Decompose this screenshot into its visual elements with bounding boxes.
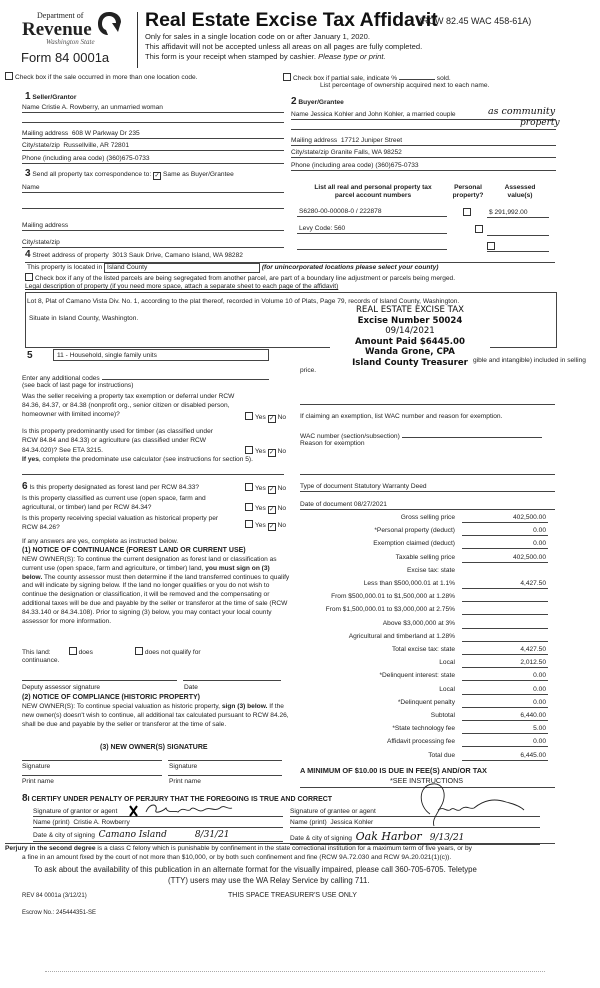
tax-row-value[interactable]: 0.00 <box>462 686 548 695</box>
doc-date-label: Date of document <box>300 501 353 508</box>
personal-header-2: property? <box>452 192 484 200</box>
owner-signature-line[interactable] <box>168 760 282 761</box>
minimum-due-note: A MINIMUM OF $10.00 IS DUE IN FEE(S) AND/OR TAX <box>300 766 487 775</box>
assessed-value[interactable]: $ 291,992.00 <box>487 209 549 218</box>
tax-row-label: Agricultural and timberland at 1.28% <box>348 632 455 640</box>
grantor-signature-icon[interactable] <box>128 798 238 820</box>
tax-row-value[interactable]: 0.00 <box>462 699 548 708</box>
corr-city-row <box>22 239 284 248</box>
same-as-buyer-label: Same as Buyer/Grantee <box>163 171 234 178</box>
no-label: No <box>277 522 287 529</box>
partial-sale-checkbox[interactable] <box>283 73 291 81</box>
yes-label: Yes <box>255 522 266 529</box>
grantor-city-field[interactable]: Camano Island <box>98 830 167 840</box>
forest-question <box>22 481 199 494</box>
notice1-text-b: The county assessor must then determine if the land transferred continues to qualify and will indicate by signing below. If the land no longer qualifies or you do not wish to continue the designation or classification, it will be removed and the compensating or additional taxes will be due and payable by the seller or transferor at the time of sale (RCW 84.33.140 or 84.34.108). Prior to signing (3) below, you may contact your local county assessor for more information. <box>22 573 290 625</box>
personal-property-text: gible and intangible) included in selling <box>473 357 586 364</box>
tax-row-label: Gross selling price <box>400 514 455 521</box>
section-number: 2 <box>291 96 297 107</box>
ownership-note: List percentage of ownership acquired next to each name. <box>320 82 490 89</box>
current-use-question: Is this property classified as current use (open space, farm and agricultural, or timber) land per RCW 84.34? <box>22 495 206 511</box>
street-label: Street address of property <box>32 252 109 259</box>
treasurer-area-line <box>45 971 545 972</box>
section-number: 4 <box>25 249 31 260</box>
forest-yes-no <box>245 483 286 494</box>
yes-checkbox[interactable] <box>245 483 253 491</box>
no-checkbox[interactable]: ✓ <box>269 450 275 456</box>
assessed-header-1: Assessed <box>504 184 536 191</box>
section-number: 6 <box>22 481 28 492</box>
seller-title: Seller/Grantor <box>32 94 77 101</box>
buyer-heading <box>291 96 344 109</box>
section-number: 8 <box>22 793 28 804</box>
owner-print-line[interactable] <box>168 775 282 776</box>
parcel-row <box>297 225 447 234</box>
seller-mail-field[interactable]: 608 W Parkway Dr 235 <box>71 130 140 137</box>
parcel-header-1: List all real and personal property tax <box>314 184 432 191</box>
segregated-row <box>25 273 455 283</box>
legal-label: Legal description of property (if you need more space, attach a separate sheet to each page of the affidavit) <box>25 283 339 290</box>
yes-label: Yes <box>255 448 266 455</box>
accessibility-line-2: (TTY) users may use the WA Relay Service by calling 711. <box>168 876 370 885</box>
tax-row-label: Total due <box>428 751 455 759</box>
perjury-line-2: a fine in an amount fixed by the court of not more than $10,000, or by both such confinement and fine (RCW 9A.72.030 and RCW 9A.20.021(1)(c)). <box>22 854 452 861</box>
buyer-title: Buyer/Grantee <box>298 99 344 106</box>
does-checkbox[interactable] <box>69 647 77 655</box>
county-select[interactable]: Island County <box>104 263 260 273</box>
tax-row-label: *Delinquent interest: state <box>379 672 455 680</box>
personal-header-1: Personal <box>454 184 482 191</box>
does-not-checkbox[interactable] <box>135 647 143 655</box>
grantor-date-label: Date & city of signing <box>33 832 95 839</box>
buyer-mail-label: Mailing address <box>291 137 338 144</box>
stamp-line: 09/14/2021 <box>385 326 435 337</box>
seller-name-row <box>22 104 284 113</box>
perjury-bold: Perjury in the second degree <box>5 845 96 852</box>
notice2-text-a: NEW OWNER(S): To continue special valuation as historic property, <box>22 703 221 710</box>
revenue-wordmark: Revenue <box>22 19 92 40</box>
corr-mail-row <box>22 222 284 231</box>
grantor-name-row <box>33 819 283 828</box>
subtitle-3-text: This form is your receipt when stamped by cashier. <box>145 52 316 61</box>
deputy-signature-line[interactable] <box>22 680 177 681</box>
continuance-label: continuance. <box>22 657 60 664</box>
seller-phone-row <box>22 155 284 164</box>
yes-checkbox[interactable] <box>245 446 253 454</box>
grantor-date-field[interactable]: 8/31/21 <box>194 830 230 840</box>
seller-name-field[interactable]: Cristie A. Rowberry, an unmarried woman <box>41 104 163 111</box>
street-row <box>25 249 555 263</box>
tax-row-label: Local <box>439 659 455 667</box>
seller-phone-field[interactable]: (360)675-0733 <box>106 155 150 162</box>
does-not-label: does not qualify for <box>144 649 201 656</box>
no-checkbox[interactable]: ✓ <box>269 524 275 530</box>
historical-yes-no <box>245 520 286 531</box>
exemption-yes-no <box>245 412 286 423</box>
tax-row-value[interactable] <box>462 620 548 629</box>
section5-divider <box>22 474 284 475</box>
historical-question: Is this property receiving special valuation as historical property per RCW 84.26? <box>22 515 219 531</box>
dor-logo-icon <box>96 10 122 37</box>
certify-text: I CERTIFY UNDER PENALTY OF PERJURY THAT THE FOREGOING IS TRUE AND CORRECT <box>27 796 333 803</box>
buyer-mail-field[interactable]: 17712 Juniper Street <box>340 137 403 144</box>
legal-line-1: Lot 8, Plat of Camano Vista Div. No. 1, according to the plat thereof, recorded in Volume 10 of Plats, Page 79, records of Island County, Washington. <box>27 298 460 305</box>
parcel-row <box>297 208 447 217</box>
exemption-claim-text: If claiming an exemption, list WAC number and reason for exemption. <box>300 413 503 420</box>
accessibility-line-1: To ask about the availability of this publication in an alternate format for the visually impaired, please call 360-705-6705. Teletype <box>34 865 477 874</box>
tax-row-label: Less than $500,000.01 at 1.1% <box>363 580 455 587</box>
buyer-city-field[interactable]: Granite Falls, WA 98252 <box>330 149 402 156</box>
state-label: Washington State <box>46 38 95 46</box>
parcel-header <box>298 184 448 200</box>
seller-city-row <box>22 142 284 151</box>
correspondence-row <box>25 168 234 181</box>
grantor-name-label: Name (print) <box>33 819 70 826</box>
grantor-sig-label: Signature of grantor or agent <box>33 808 118 815</box>
partial-percent-field[interactable] <box>399 72 435 80</box>
grantee-city-field[interactable]: Oak Harbor <box>355 830 422 843</box>
this-land-label: This land: <box>22 649 51 656</box>
notice-compliance-text <box>22 703 290 729</box>
new-owner-signature-title: (3) NEW OWNER(S) SIGNATURE <box>100 744 208 751</box>
print-name-label: Print name <box>22 778 54 785</box>
timber-question: Is this property predominantly used for timber (as classified under RCW 84.84 and 84.33) or agriculture (as classified under RCW 84.34.020)? See ETA 3215. <box>22 428 213 454</box>
see-instructions: *SEE INSTRUCTIONS <box>390 776 464 785</box>
tax-row-value[interactable]: 5.00 <box>462 725 548 734</box>
correspondence-label: Send all property tax correspondence to: <box>32 171 152 178</box>
tax-row-label: Above $3,000,000 at 3% <box>382 619 455 627</box>
no-checkbox[interactable]: ✓ <box>269 487 275 493</box>
tax-row-value[interactable]: 0.00 <box>462 527 548 536</box>
tax-row-value[interactable]: 0.00 <box>462 540 548 549</box>
yes-label: Yes <box>255 505 266 512</box>
no-checkbox[interactable]: ✓ <box>269 507 275 513</box>
buyer-name-handwritten-2: property <box>520 118 560 128</box>
buyer-name-field[interactable]: Jessica Kohler and John Kohler, a married couple <box>310 111 456 118</box>
buyer-city-label: City/state/zip <box>291 149 329 156</box>
notice-continuance-title: (1) NOTICE OF CONTINUANCE (FOREST LAND OR CURRENT USE) <box>22 547 246 554</box>
deputy-date-label: Date <box>184 684 198 691</box>
grantee-name-row <box>290 819 540 828</box>
corr-mail-label[interactable]: Mailing address <box>22 222 69 229</box>
subtitle-2: This affidavit will not be accepted unless all areas on all pages are fully completed. <box>145 42 423 51</box>
seller-mail-label: Mailing address <box>22 130 69 137</box>
if-any-yes: If any answers are yes, complete as instructed below. <box>22 538 179 545</box>
yes-label: Yes <box>255 485 266 492</box>
multi-location-label: Check box if the sale occurred in more than one location code. <box>15 74 198 81</box>
buyer-phone-row <box>291 162 556 171</box>
tax-row-value[interactable]: 6,445.00 <box>462 752 548 761</box>
grantee-name-field[interactable]: Jessica Kohler <box>330 819 374 826</box>
forest-question-text: Is this property designated as forest land per RCW 84.33? <box>29 484 200 491</box>
tax-row-label: *State technology fee <box>392 725 455 733</box>
form-number: Form 84 0001a <box>21 50 110 65</box>
segregated-checkbox[interactable] <box>25 273 33 281</box>
tax-row-value[interactable]: 0.00 <box>462 738 548 747</box>
tax-row-value[interactable]: 2,012.50 <box>462 659 548 668</box>
does-label: does <box>78 649 93 656</box>
no-label: No <box>277 485 287 492</box>
tax-row-label: Taxable selling price <box>395 553 455 561</box>
doc-date-row <box>300 501 555 510</box>
owner-print-line[interactable] <box>22 775 162 776</box>
notice2-text-b: If the new owner(s) doesn't wish to continue, all additional tax calculated pursuant to RCW 84.26, shall be due and payable by the seller or transferor at the time of sale. <box>22 703 289 728</box>
county-row <box>27 263 438 273</box>
additional-codes-note: (see back of last page for instructions) <box>22 382 134 389</box>
notice-continuance-text <box>22 556 290 626</box>
doc-type-label: Type of document <box>300 483 353 490</box>
signature-label: Signature <box>22 763 51 770</box>
print-name-label: Print name <box>169 778 201 785</box>
escrow-number: Escrow No.: 245444351-SE <box>22 910 97 916</box>
seller-city-field[interactable]: Russellville, AR 72801 <box>63 142 130 149</box>
additional-codes-field[interactable] <box>102 372 269 380</box>
tax-row-label: Exemption claimed (deduct) <box>373 540 455 548</box>
form-title: Real Estate Excise Tax Affidavit <box>145 9 438 31</box>
buyer-city-row <box>291 149 556 158</box>
seller-mail-row <box>22 130 284 139</box>
partial-sold-label: sold. <box>436 75 451 82</box>
segregated-label: Check box if any of the listed parcels are being segregated from another parcel, are part of a boundary line adjustment or parcels being merged. <box>35 275 456 282</box>
grantor-date-row <box>33 830 283 842</box>
this-land-row <box>22 647 201 657</box>
personal-property-line <box>300 404 555 405</box>
tax-row-label: Local <box>439 685 455 693</box>
current-use-yes-no <box>245 503 286 514</box>
county-note: (for unincorporated locations please select your county) <box>261 264 439 271</box>
if-yes-text: , complete the predominate use calculator (see instructions for section 5). <box>38 456 253 463</box>
assessed-header-2: value(s) <box>507 192 533 200</box>
exemption-question: Was the seller receiving a property tax exemption or deferral under RCW 84.36, 84.37, or 84.38 (nonprofit org., senior citizen or disabled person, homeowner with limited income)? <box>22 393 235 418</box>
stamp-line: Island County Treasurer <box>352 357 468 368</box>
tax-row-value[interactable] <box>462 606 548 615</box>
additional-codes-label: Enter any additional codes <box>22 375 100 382</box>
stamp-line: Excise Number 50024 <box>357 315 463 326</box>
if-yes-note <box>22 456 268 465</box>
tax-row-label: *Personal property (deduct) <box>374 527 455 535</box>
buyer-mail-row <box>291 137 556 146</box>
street-field[interactable]: 3013 Sauk Drive, Camano Island, WA 98282 <box>112 252 243 259</box>
subtitle-3 <box>145 52 386 61</box>
yes-checkbox[interactable] <box>245 412 253 420</box>
tax-row-value[interactable] <box>462 633 548 642</box>
deputy-date-line[interactable] <box>183 680 281 681</box>
no-label: No <box>277 414 287 421</box>
tax-row-value[interactable]: 402,500.00 <box>462 514 548 523</box>
owner-signature-line[interactable] <box>22 760 162 761</box>
yes-label: Yes <box>255 414 266 421</box>
tax-row-value[interactable]: 6,440.00 <box>462 712 548 721</box>
subtitle-3-italic: Please type or print. <box>318 52 386 61</box>
tax-row-label: *Delinquent penalty <box>397 698 455 706</box>
tax-row-value[interactable]: 4,427.50 <box>462 646 548 655</box>
section-number: 3 <box>25 168 31 179</box>
tax-row-label: From $500,000.01 to $1,500,000 at 1.28% <box>331 593 455 601</box>
tax-row-value[interactable] <box>462 593 548 602</box>
yes-checkbox[interactable] <box>245 503 253 511</box>
grantor-name-field[interactable]: Cristie A. Rowberry <box>73 819 130 826</box>
form-statute: (RCW 82.45 WAC 458-61A) <box>419 16 532 26</box>
assessed-value-line <box>487 235 549 236</box>
seller-phone-label: Phone (including area code) <box>22 155 105 162</box>
reason-line[interactable] <box>300 474 555 475</box>
parcel-account[interactable]: Levy Code: 560 <box>297 225 447 234</box>
notice1-bold: you must sign on (3) below. <box>22 564 270 581</box>
assessed-value-row <box>487 209 549 218</box>
corr-name-row <box>22 184 284 193</box>
stamp-line: Wanda Grone, CPA <box>365 347 455 358</box>
no-checkbox[interactable]: ✓ <box>269 416 275 422</box>
perjury-text-a: is a class C felony which is punishable by confinement in the state correctional institution for a maximum term of five years, or by <box>97 845 472 852</box>
buyer-name-line-2 <box>291 129 556 130</box>
revision-label: REV 84 0001a (3/12/21) <box>22 893 87 899</box>
no-label: No <box>277 505 287 512</box>
doc-date-field[interactable]: 08/27/2021 <box>353 501 387 508</box>
grantee-name-label: Name (print) <box>290 819 327 826</box>
assessed-header <box>495 184 545 200</box>
grantee-sig-label: Signature of grantee or agent <box>290 808 376 815</box>
seller-name-line-2 <box>22 122 284 123</box>
buyer-name-label: Name <box>291 111 309 118</box>
section-number: 5 <box>27 350 33 361</box>
perjury-line-1 <box>5 845 472 853</box>
tax-row-value[interactable]: 4,427.50 <box>462 580 548 589</box>
same-as-buyer-checkbox[interactable]: ✓ <box>154 173 160 179</box>
grantee-date-field[interactable]: 9/13/21 <box>429 833 465 843</box>
tax-row-label: Affidavit processing fee <box>386 738 455 746</box>
yes-checkbox[interactable] <box>245 520 253 528</box>
stamp-line: REAL ESTATE EXCISE TAX <box>355 305 465 315</box>
seller-city-label: City/state/zip <box>22 142 60 149</box>
corr-city-label[interactable]: City/state/zip <box>22 239 60 246</box>
county-label: This property is located in <box>27 264 103 271</box>
corr-name-line-2 <box>22 208 284 209</box>
personal-property-text-2: price. <box>300 367 317 374</box>
treasurer-stamp <box>330 305 490 369</box>
corr-name-label[interactable]: Name <box>22 184 40 191</box>
tax-row-value[interactable]: 0.00 <box>462 672 548 681</box>
notice1-text-a: NEW OWNER(S): To continue the current designation as forest land or classification as current use (open space, farm and agriculture, or timber) land, <box>22 556 277 572</box>
tax-row-label: Total excise tax: state <box>391 646 455 653</box>
stamp-line: Amount Paid $6445.00 <box>355 336 465 347</box>
personal-checkbox[interactable] <box>463 208 471 216</box>
legal-line-2: Situate in Island County, Washington. <box>29 315 139 322</box>
parcel-header-2: parcel account numbers <box>334 192 412 200</box>
wac-label: WAC number (section/subsection) <box>300 433 400 440</box>
grantee-date-label: Date & city of signing <box>290 835 352 842</box>
tax-row-value[interactable]: 402,500.00 <box>462 554 548 563</box>
divider-line <box>5 843 555 844</box>
section-number: 1 <box>25 91 31 102</box>
doc-type-field[interactable]: Statutory Warranty Deed <box>354 483 427 490</box>
doc-type-row <box>300 483 555 492</box>
tax-row-label: Subtotal <box>430 712 455 719</box>
no-label: No <box>277 448 287 455</box>
deputy-label: Deputy assessor signature <box>22 684 101 691</box>
if-yes-bold: If yes <box>22 456 39 463</box>
notice2-bold: sign (3) below. <box>221 703 268 710</box>
partial-sale-label: Check box if partial sale, indicate % <box>293 75 398 82</box>
use-code-select[interactable]: 11 - Household, single family units <box>53 349 269 361</box>
tax-row-label: From $1,500,000.01 to $3,000,000 at 2.75% <box>325 606 455 614</box>
buyer-phone-label: Phone (including area code) <box>291 162 374 169</box>
personal-checkbox[interactable] <box>475 225 483 233</box>
wac-field[interactable] <box>402 430 542 438</box>
dept-label: Department of <box>37 11 84 20</box>
buyer-name-handwritten-1: as community <box>488 106 556 117</box>
notice-compliance-title: (2) NOTICE OF COMPLIANCE (HISTORIC PROPERTY) <box>22 694 200 701</box>
seller-name-label: Name <box>22 104 40 111</box>
treasurer-use-label: THIS SPACE TREASURER'S USE ONLY <box>228 892 357 899</box>
reason-label: Reason for exemption <box>300 440 365 447</box>
header-divider <box>137 12 138 68</box>
parcel-account[interactable]: S6280-00-00008-0 / 222878 <box>297 208 447 217</box>
tax-row-label: Excise tax: state <box>406 566 455 574</box>
buyer-phone-field[interactable]: (360)675-0733 <box>375 162 419 169</box>
multi-location-checkbox[interactable] <box>5 72 13 80</box>
personal-header <box>448 184 488 200</box>
multi-location-row <box>5 72 198 82</box>
seller-heading <box>25 91 76 104</box>
signature-label: Signature <box>169 763 198 770</box>
subtitle-1: Only for sales in a single location code on or after January 1, 2020. <box>145 32 370 41</box>
